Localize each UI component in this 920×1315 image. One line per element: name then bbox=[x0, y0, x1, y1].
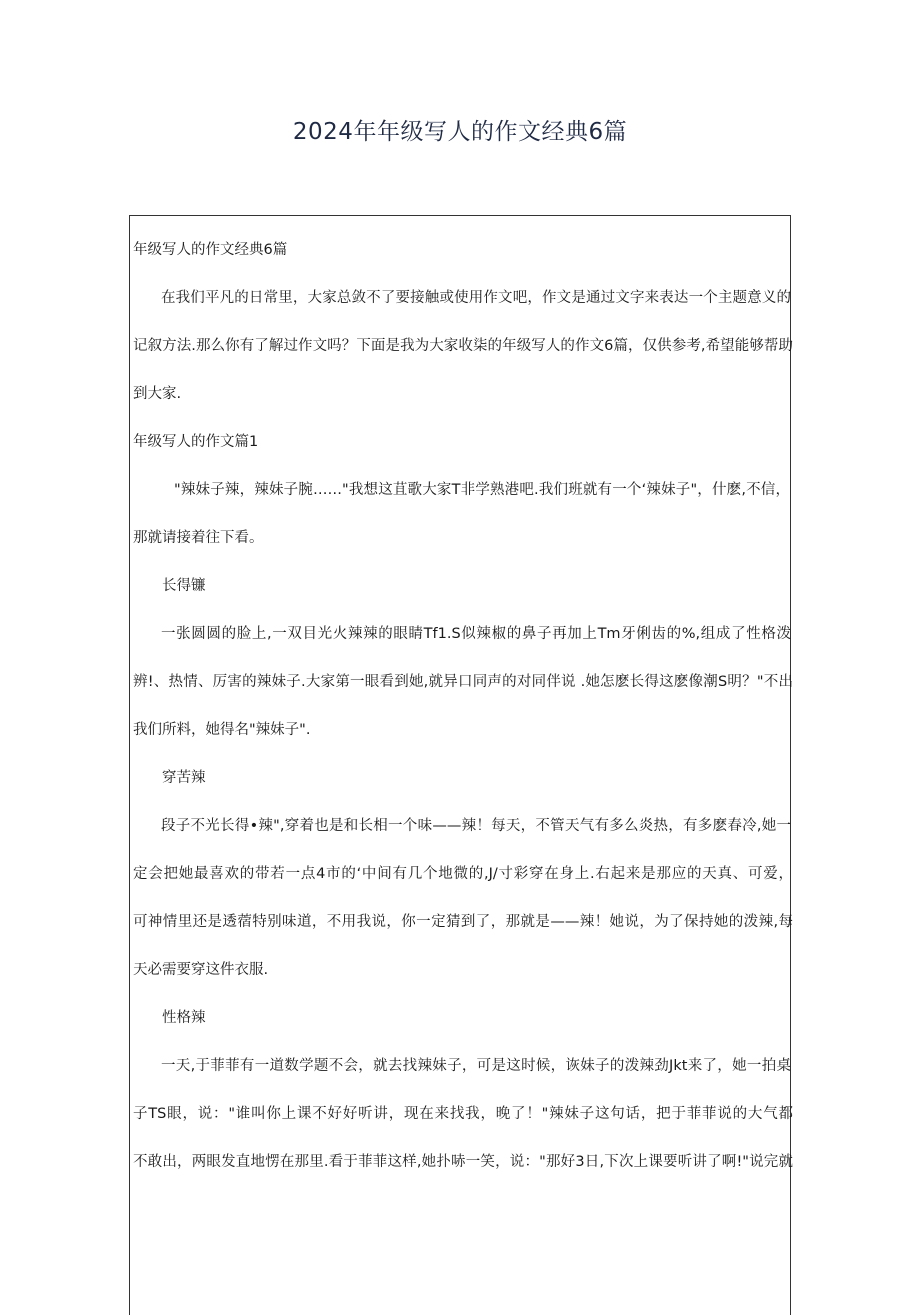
subheading: 性格辣 bbox=[162, 1010, 206, 1026]
paragraph-line: 我们所料，她得名"辣妹子". bbox=[133, 722, 311, 738]
paragraph-line: 记叙方法.那么你有了解过作文吗？下面是我为大家收柒的年级写人的作文6篇，仅供参考,希望能够帮助 bbox=[133, 338, 793, 354]
paragraph-line: 天必需要穿这件衣服. bbox=[133, 962, 269, 978]
paragraph-line: 在我们平凡的日常里，大家总敛不了要接触或使用作文吧，作文是通过文字来表达一个主题意义的 bbox=[161, 290, 791, 306]
paragraph-line: "辣妹子辣，辣妹子腕……"我想这苴歌大家T非学熟港吧.我们班就有一个‘辣妹子"，什麽,不信， bbox=[174, 482, 790, 498]
paragraph-line: 一天,于菲菲有一道数学题不会，就去找辣妹子，可是这时候，诙妹子的泼辣劲Jkt来了，她一拍桌 bbox=[161, 1058, 791, 1074]
subheading: 穿苦辣 bbox=[162, 770, 206, 786]
paragraph-line: 段子不光长得•辣",穿着也是和长相一个味——辣！每天，不管天气有多么炎热，有多麽春冷,她一 bbox=[161, 818, 791, 834]
paragraph-line: 可神情里还是透蓿特别味道，不用我说，你一定猜到了，那就是——辣！她说，为了保持她的泼辣,每 bbox=[133, 914, 793, 930]
paragraph-line: 定会把她最喜欢的带若一点4市的‘中间有几个地微的,J/寸彩穿在身上.右起来是那应的天真、可爱， bbox=[133, 866, 793, 882]
paragraph-line: 辨!、热情、厉害的辣妹子.大家第一眼看到她,就异口同声的对同伴说 .她怎麽长得这麽像潮S明？"不出 bbox=[133, 674, 793, 690]
paragraph-line: 那就请接着往下看。 bbox=[133, 530, 264, 546]
section-heading: 年级写人的作文经典6篇 bbox=[133, 242, 288, 258]
document-title: 2024年年级写人的作文经典6篇 bbox=[292, 119, 628, 145]
section-heading: 年级写人的作文篇1 bbox=[133, 434, 259, 450]
subheading: 长得镰 bbox=[162, 578, 206, 594]
paragraph-line: 不敢出，两眼发直地愣在那里.看于菲菲这样,她扑哧一笑，说："那好3日,下次上课要听讲了啊!"说完就 bbox=[133, 1154, 793, 1170]
paragraph-line: 一张圆圆的脸上,一双目光火辣辣的眼睛Tf1.S似辣椒的鼻子再加上Tm牙俐齿的%,组成了性格泼 bbox=[161, 626, 791, 642]
paragraph-line: 子TS眼，说："谁叫你上课不好好听讲，现在来找我，晚了！"辣妹子这句话，把于菲菲说的大气都 bbox=[133, 1106, 793, 1122]
content-frame bbox=[129, 215, 791, 1315]
paragraph-line: 到大家. bbox=[133, 386, 182, 402]
